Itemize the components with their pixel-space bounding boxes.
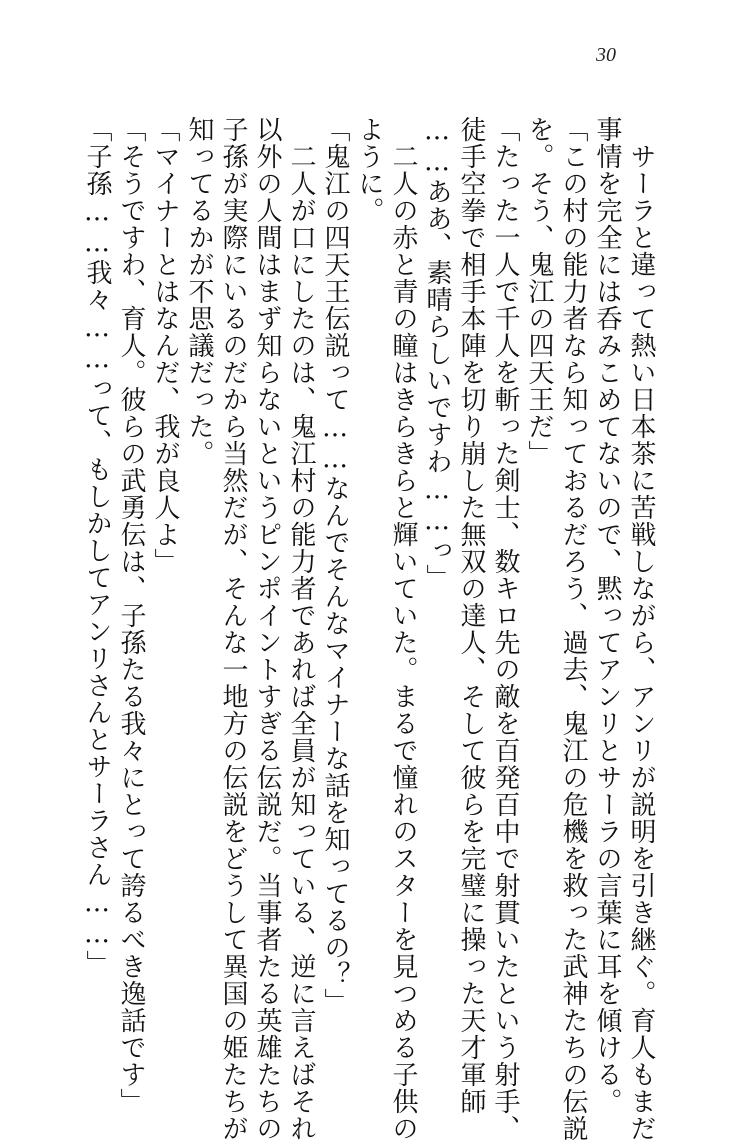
text-line: 「子孫……我々……って、もしかしてアンリさんとサーラさん……」 [82, 116, 112, 977]
text-line: サーラと違って熱い日本茶に苦戦しながら、アンリが説明を引き継ぐ。育人もまだ [626, 116, 656, 1142]
text-line: 子孫が実際にいるのだから当然だが、そんな一地方の伝説をどうして異国の姫たちが [218, 116, 248, 1142]
text-line: 徒手空拳で相手本陣を切り崩した無双の達人、そして彼らを完璧に操った天才軍師 [456, 116, 486, 1115]
text-line: 「そうですわ、育人。彼らの武勇伝は、子孫たる我々にとって誇るべき逸話です」 [116, 116, 146, 1115]
text-line: 事情を完全には呑みこめてないので、黙ってアンリとサーラの言葉に耳を傾ける。 [592, 116, 622, 1115]
text-line: 二人の赤と青の瞳はきらきらと輝いていた。まるで憧れのスターを見つめる子供の [388, 116, 418, 1142]
text-line: 「マイナーとはなんだ、我が良人よ」 [150, 116, 180, 575]
text-line: 「たった一人で千人を斬った剣士、数キロ先の敵を百発百中で射貫いたという射手、 [490, 116, 520, 1142]
text-line: 知ってるかが不思議だった。 [184, 116, 214, 467]
text-line: 二人が口にしたのは、鬼江村の能力者であれば全員が知っている、逆に言えばそれ [286, 116, 316, 1142]
page-number: 30 [596, 44, 616, 66]
text-line: を。そう、鬼江の四天王だ」 [524, 116, 554, 467]
vertical-text-body [82, 116, 656, 1142]
text-line: 以外の人間はまず知らないというピンポイントすぎる伝説だ。当事者たる英雄たちの [252, 116, 282, 1142]
text-line: ように。 [354, 116, 384, 224]
text-line: 「この村の能力者なら知っておるだろう、過去、鬼江の危機を救った武神たちの伝説 [558, 116, 588, 1142]
text-line: ……ああ、素晴らしいですわ……っ」 [422, 116, 452, 591]
text-line: 「鬼江の四天王伝説って……なんでそんなマイナーな話を知ってるの？」 [320, 116, 350, 1015]
